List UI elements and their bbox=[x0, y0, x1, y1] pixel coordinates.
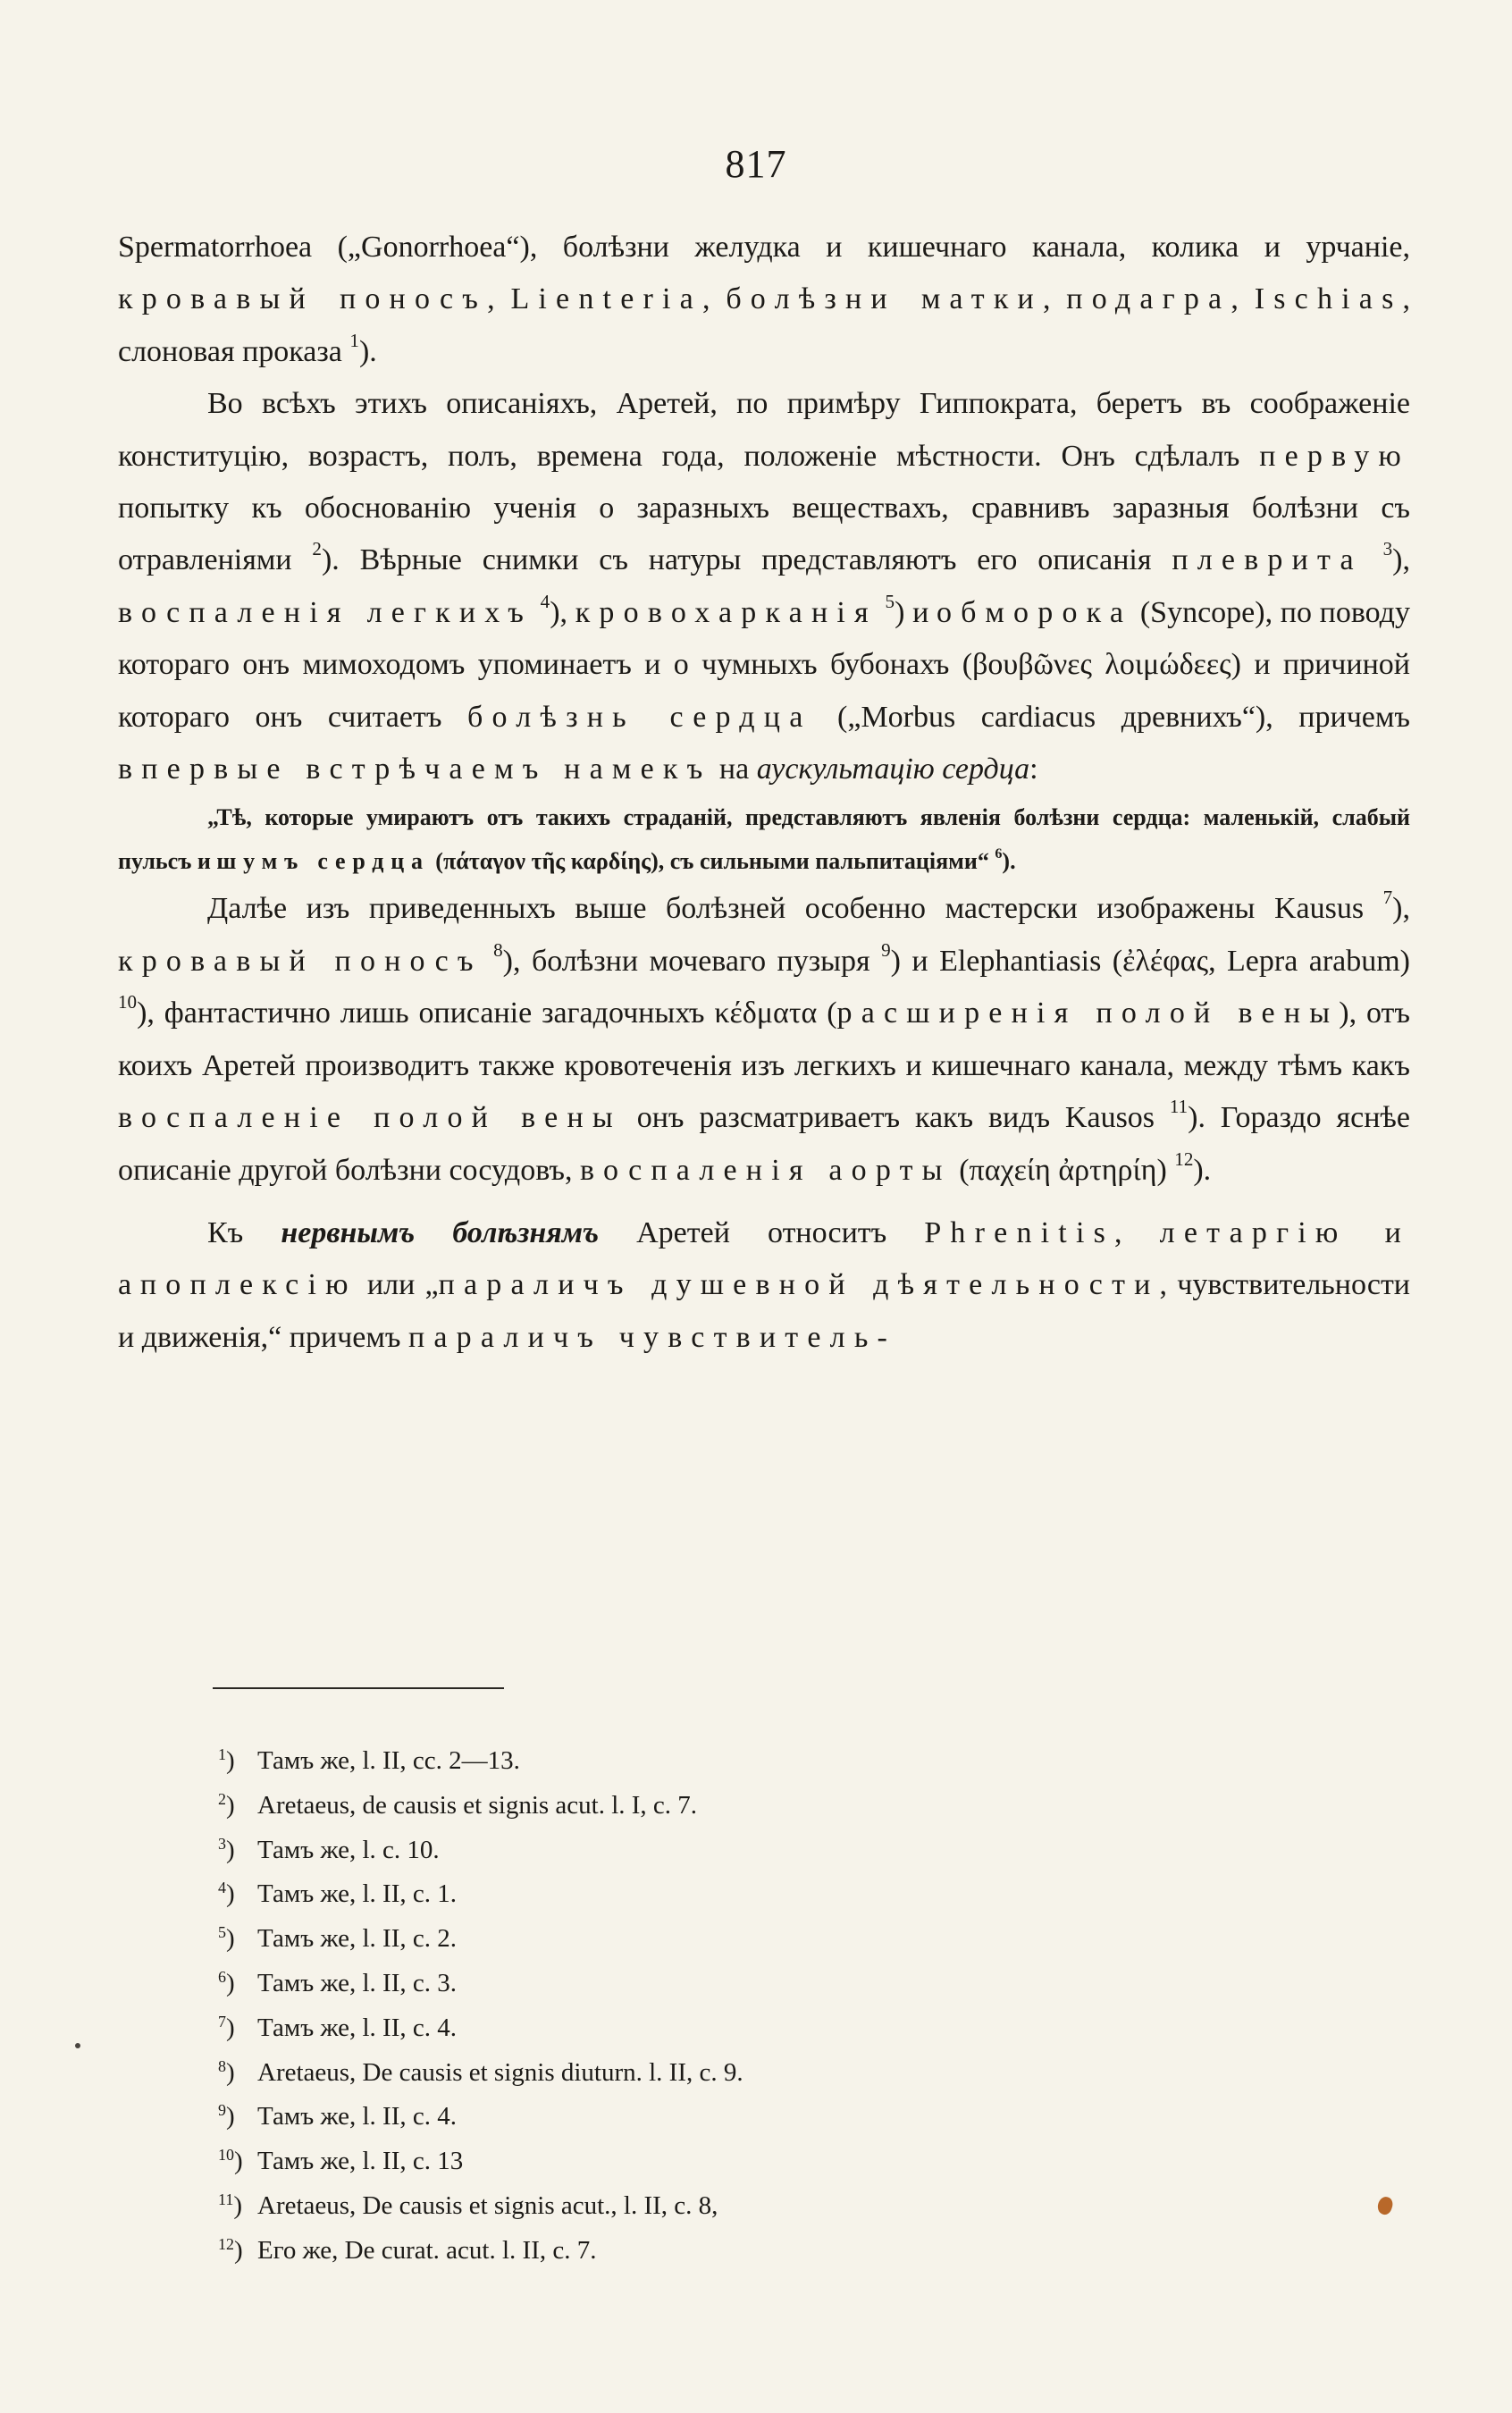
footnote-number: $^8$) bbox=[218, 2056, 235, 2087]
footnote-text: Тамъ же, l. II, cc. 2—13. bbox=[257, 1746, 520, 1775]
paragraph: Во всѣхъ этихъ описаніяхъ, Аретей, по примѣру Гиппократа, беретъ въ соображеніе конституцію, возрастъ, полъ, времена года, положеніе мѣстности. Онъ сдѣлалъ первую попытку къ обоснованію ученія о заразныхъ веществахъ, сравнивъ заразныя болѣзни съ отравленіями $^2$). Вѣрные снимки съ натуры представляютъ его описанія плеврита $^3$), воспаленія легкихъ $^4$), кровохарканія $^5$) и обморока (Syncope), по поводу котораго онъ мимоходомъ упоминаетъ и о чумныхъ бубонахъ (βουβῶνες λοιμώδεες) и причиной котораго онъ считаетъ болѣзнь сердца („Morbus cardiacus древнихъ“), причемъ впервые встрѣчаемъ намекъ на аускультацію сердца: bbox=[118, 387, 1410, 786]
styled-run: параличъ душевной дѣятельности bbox=[438, 1268, 1160, 1302]
styled-run: болѣзнь сердца bbox=[466, 700, 812, 734]
footnote-text: Тамъ же, l. II, c. 4. bbox=[257, 2013, 457, 2042]
footnote-number: $^6$) bbox=[218, 1968, 235, 1997]
styled-run: Phrenitis bbox=[924, 1215, 1115, 1249]
footnote-number: $^4$) bbox=[218, 1879, 235, 1909]
footnote-text: Aretaeus, De causis et signis acut., l. II, c. 8, bbox=[257, 2190, 718, 2220]
footnotes bbox=[218, 1739, 1290, 2274]
footnote bbox=[218, 1739, 1290, 1784]
footnote-reference: 8 bbox=[493, 939, 503, 962]
footnote-number: $^5$) bbox=[218, 1923, 235, 1954]
main-text bbox=[118, 222, 1410, 1364]
styled-run: болѣзни матки bbox=[726, 282, 1043, 316]
footnote-number: $^9$) bbox=[218, 2101, 235, 2131]
footnote-reference: 2 bbox=[312, 538, 322, 560]
footnote-number: $^{12}$) bbox=[218, 2234, 243, 2265]
footnote-number: $^2$) bbox=[218, 1789, 235, 1820]
footnote bbox=[218, 2140, 1290, 2184]
footnote bbox=[218, 1872, 1290, 1917]
styled-run: первую bbox=[1259, 439, 1410, 473]
styled-run: впервые встрѣчаемъ намекъ bbox=[118, 752, 712, 786]
footnote-number: $^{11}$) bbox=[218, 2190, 242, 2220]
styled-run: нервнымъ болѣзнямъ bbox=[281, 1215, 599, 1249]
footnote-number: $^7$) bbox=[218, 2012, 235, 2042]
footnote-text: Тамъ же, l. II, c. 1. bbox=[257, 1879, 457, 1909]
footnote-number: $^3$) bbox=[218, 1834, 235, 1864]
styled-run: летаргію bbox=[1159, 1215, 1348, 1249]
footnote-reference: 9 bbox=[881, 939, 891, 962]
footnote-reference: 11 bbox=[1169, 1096, 1189, 1118]
footnote-reference: 10 bbox=[118, 991, 138, 1013]
footnote-number: $^{10}$) bbox=[218, 2146, 243, 2176]
styled-run: воспаленія аорты bbox=[580, 1153, 952, 1187]
footnote bbox=[218, 1784, 1290, 1829]
footnote-text: Тамъ же, l. II, c. 2. bbox=[257, 1924, 457, 1954]
footnote-reference: 3 bbox=[1382, 538, 1393, 560]
footnote-text: Его же, De curat. acut. l. II, c. 7. bbox=[257, 2235, 597, 2265]
footnote bbox=[218, 2006, 1290, 2051]
styled-run: Lienteria bbox=[510, 282, 702, 316]
footnote-number: $^1$) bbox=[218, 1745, 235, 1775]
styled-run: Ischias bbox=[1254, 282, 1403, 316]
styled-run: кровавый поносъ bbox=[118, 282, 488, 316]
block-quote: „Тѣ, которые умираютъ отъ такихъ страданій, представляютъ явленія болѣзни сердца: маленькій, слабый пульсъ и шумъ сердца (πάταγον τῆς καρδίης), съ сильными пальпитаціями“ $^6$). bbox=[118, 804, 1410, 875]
footnote-reference: 5 bbox=[885, 591, 895, 613]
styled-run: кровавый поносъ bbox=[118, 944, 483, 978]
footnote-reference: 7 bbox=[1382, 887, 1393, 909]
footnote-reference: 1 bbox=[349, 330, 359, 352]
footnote bbox=[218, 1962, 1290, 2006]
styled-run: шумъ сердца bbox=[216, 848, 430, 875]
styled-run: параличъ чувствитель- bbox=[407, 1320, 897, 1354]
styled-run: воспаленія легкихъ bbox=[118, 595, 533, 629]
footnote-text: Тамъ же, l. II, c. 3. bbox=[257, 1968, 457, 1997]
paragraph: Къ нервнымъ болѣзнямъ Аретей относитъ Phrenitis, летаргію и апоплексію или „параличъ душевной дѣятельности, чувствительности и движенія,“ причемъ параличъ чувствитель- bbox=[118, 1215, 1411, 1354]
footnote-text: Тамъ же, l. c. 10. bbox=[257, 1835, 440, 1864]
paragraph: Spermatorrhoea („Gonorrhoea“), болѣзни желудка и кишечнаго канала, колика и урчаніе, кровавый поносъ, Lienteria, болѣзни матки, подагра, Ischias, слоновая проказа $^1$). bbox=[118, 231, 1411, 368]
styled-run: кровохарканія bbox=[575, 595, 878, 629]
footnote-reference: 12 bbox=[1174, 1148, 1194, 1170]
footnote bbox=[218, 1917, 1290, 1962]
styled-run: плеврита bbox=[1172, 543, 1363, 577]
footnote bbox=[218, 1829, 1290, 1873]
paper-speck bbox=[75, 2043, 80, 2048]
footnote bbox=[218, 2184, 1290, 2229]
footnote-text: Aretaeus, De causis et signis diuturn. l. II, c. 9. bbox=[257, 2057, 743, 2087]
footnote bbox=[218, 2051, 1290, 2096]
footnote-text: Тамъ же, l. II, c. 13 bbox=[257, 2147, 464, 2176]
footnote-text: Тамъ же, l. II, c. 4. bbox=[257, 2102, 457, 2131]
page-number: 817 bbox=[725, 142, 787, 186]
paragraph: Далѣе изъ приведенныхъ выше болѣзней особенно мастерски изображены Kausus $^7$), кровавый поносъ $^8$), болѣзни мочеваго пузыря $^9$) и Elephantiasis (ἐλέφας, Lepra arabum) $^{10}$), фантастично лишь описаніе загадочныхъ κέδματα (расширенія полой вены), отъ коихъ Аретей производитъ также кровотеченія изъ легкихъ и кишечнаго канала, между тѣмъ какъ воспаленіе полой вены онъ разсматриваетъ какъ видъ Kausos $^{11}$). Гораздо яснѣе описаніе другой болѣзни сосудовъ, воспаленія аорты (παχείη ἀρτηρίη) $^{12}$). bbox=[118, 887, 1411, 1187]
styled-run: обморока bbox=[936, 595, 1133, 629]
styled-run: аускультацію сердца bbox=[756, 752, 1030, 786]
footnote bbox=[218, 2229, 1290, 2274]
styled-run: расширенія полой вены bbox=[836, 996, 1340, 1030]
styled-run: подагра bbox=[1066, 282, 1231, 316]
footnote-reference: 4 bbox=[540, 591, 550, 613]
styled-run: воспаленіе полой вены bbox=[118, 1101, 622, 1135]
footnote-text: Aretaeus, de causis et signis acut. l. I, c. 7. bbox=[257, 1790, 698, 1820]
ink-stain bbox=[1375, 2195, 1395, 2216]
footnote-reference: 6 bbox=[995, 846, 1003, 862]
styled-run: и апоплексію bbox=[118, 1215, 1411, 1302]
footnote bbox=[218, 2095, 1290, 2140]
footnote-divider bbox=[213, 1687, 504, 1689]
